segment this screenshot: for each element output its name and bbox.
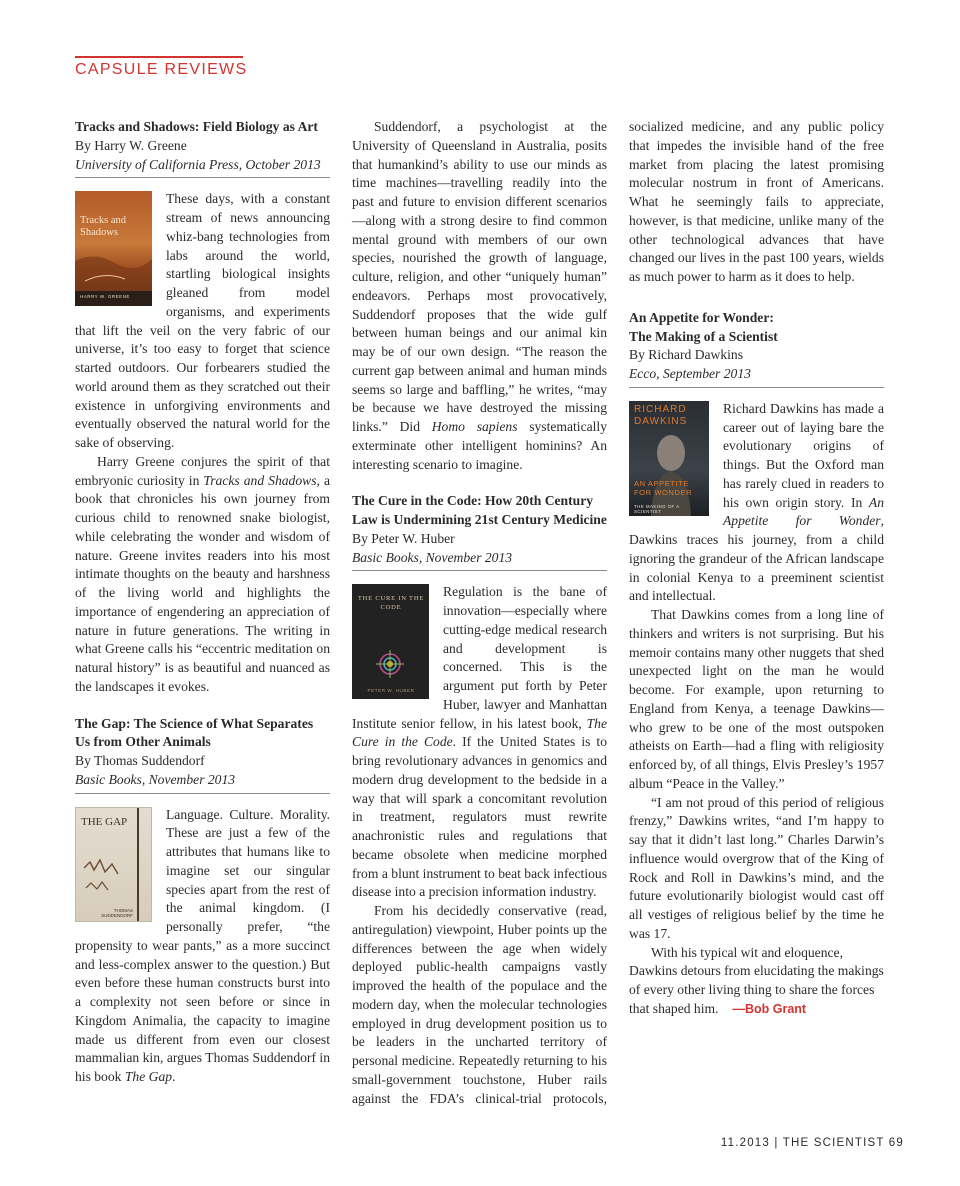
column-2	[352, 118, 607, 1108]
section-rule	[75, 56, 243, 58]
cover-subtitle: THE MAKING OF A SCIENTIST	[634, 503, 680, 514]
book-title: The Gap: The Science of What Separates Us from Other Animals	[75, 715, 314, 750]
book-author: By Peter W. Huber	[352, 530, 455, 546]
cover-title: Tracks and Shadows	[80, 215, 126, 239]
cover-title: AN APPETITE FOR WONDER	[634, 478, 693, 497]
reviewer-signature: —Bob Grant	[732, 1001, 807, 1016]
column-3-content	[629, 309, 884, 1019]
divider	[629, 387, 884, 388]
cover-title: THE GAP	[81, 815, 128, 828]
book-title: The Cure in the Code: How 20th Century Law is Undermining 21st Century Medicine	[352, 493, 607, 527]
cover-author-last: DAWKINS	[634, 415, 688, 427]
book-cover-tracks-and-shadows	[75, 191, 152, 306]
book-cover-the-gap	[75, 807, 152, 922]
book-publisher: Ecco, September 2013	[629, 366, 751, 381]
review-paragraph: That Dawkins comes from a long line of thinkers and writers is not surprising. But his memoir contains many other nuggets that shed unexpected light on the man he would become. For example, upon returning to England from Kenya, a teenage Dawkins—who grew to be one of the most outspoken atheists on Earth—had a fling with religiosity enforced by, of all things, Elvis Presley’s 1957 album “Peace in the Valley.”	[629, 607, 884, 791]
cover-author-first: RICHARD	[634, 403, 687, 415]
review-header-gap	[75, 715, 330, 790]
cover-author: THOMAS SUDDENDORF	[101, 907, 133, 918]
book-publisher: Basic Books, November 2013	[75, 771, 236, 787]
book-title-line1: An Appetite for Wonder:	[629, 309, 774, 325]
column-1	[75, 118, 330, 1087]
species-ref: Homo sapiens	[431, 419, 518, 434]
book-publisher: University of California Press, October 2013	[75, 156, 321, 172]
review-paragraph: “I am not proud of this period of religious frenzy,” Dawkins writes, “and I’m happy to say that it didn’t last long.” Charles Darwin’s influence would overgrow that of the King of Rock and Roll in Dawkins’s mind, and the future evolutionarily biologist would cast off all vestiges of religious belief by the time he was 17.	[629, 794, 884, 941]
review-paragraph: Regulation is the bane of innovation—especially where cutting-edge medical research and development is concerned. This is the argument put forth by Peter Huber, lawyer and Manhattan Institute senior fellow, in his latest book, The Cure in the Code. If the United States is to bring revolutionary advances in genomics and modern drug development to the bedside in a way that will spark a concomitant revolution in treatment, regulators must rewrite anachronistic rules and regulations that became obsolete when medicine morphed from a blunt instrument to beat back infectious disease into a precision information industry.	[352, 584, 607, 900]
book-cover-cure-in-the-code	[352, 584, 429, 699]
cover-author: PETER W. HUBER	[367, 688, 415, 694]
review-paragraph: Suddendorf, a psychologist at the University of Queensland in Australia, posits that humankind’s ability to use our minds as time machines—travelling readily into the past and future to envision different scenarios—along with a strong desire to find common mental ground with members of our own species, nourished the growth of language, culture, religion, and other “uniquely human” endeavors. Perhaps most provocatively, Suddendorf proposes that the wide gulf between human beings and our animal kin may be of our own design. “The reason the current gap between animal and human minds seems so large and baffling,” he writes, “may be because we have destroyed the missing links.” Did Homo sapiens systematically exterminate other intelligent hominins? An interesting scenario to imagine.	[352, 119, 607, 472]
cover-title: THE CURE IN THE CODE	[357, 595, 425, 612]
page-folio: 11.2013 | THE SCIENTIST 69	[720, 1137, 904, 1149]
book-author: By Thomas Suddendorf	[75, 753, 205, 768]
review-paragraph: Language. Culture. Morality. These are just a few of the attributes that humans like to imagine set our singular species apart from the rest of the animal kingdom. (I personally prefer, “the propensity to wear pants,” as a more succinct and less-complex answer to the question.) But even before these human constructs burst into a complexity not seen before or since in Kingdom Animalia, the capacity to imagine made us different from even our closest mammalian kin, argues Thomas Suddendorf in his book The Gap.	[75, 806, 330, 1084]
book-title: Tracks and Shadows: Field Biology as Art	[75, 119, 318, 134]
divider	[75, 177, 330, 178]
divider	[75, 793, 330, 794]
section-label: CAPSULE REVIEWS	[75, 61, 248, 78]
review-paragraph: Harry Greene conjures the spirit of that embryonic curiosity in Tracks and Shadows, a book that chronicles his own journey from curious child to renowned snake biologist, while celebrating the wonder and wisdom of nature. Greene invites readers into his most intimate thoughts on the beauty and harshness of the living world and highlights the importance of engendering an appreciation of nature in future generations. The writing in what Greene calls his “eccentric meditation on natural history” is as beautiful and nuanced as the landscapes it evokes.	[75, 453, 330, 694]
review-header-cure	[352, 492, 607, 567]
review-paragraph: These days, with a constant stream of news announcing whiz-bang technologies from labs around the world, startling biological insights gleaned from model organisms, and experiments that lift the veil on the very fabric of our universe, it’s too easy to forget that science started outdoors. Our forbearers studied the world around them as they scratched out their existence in unforgiving environments and eventually observed the natural world for the sake of observing.	[75, 191, 330, 450]
book-title-ref: An Appetite for Wonder	[723, 494, 884, 529]
review-header-appetite	[629, 309, 884, 384]
review-paragraph: Richard Dawkins has made a career out of laying bare the evolutionary origins of things. But the Oxford man has rarely clued in readers to his own origin story. In An Appetite for Wonder, Dawkins traces his journey, from a child ignoring the grandeur of the African landscape in colonial Kenya to a preeminent scientist and intellectual.	[629, 400, 884, 604]
book-title-ref: The Gap	[124, 1069, 173, 1084]
book-title-ref: Tracks and Shadows	[203, 472, 317, 488]
book-title-line2: The Making of a Scientist	[629, 328, 778, 344]
book-author: By Richard Dawkins	[629, 347, 744, 363]
book-cover-appetite-for-wonder	[629, 401, 709, 516]
cover-author: HARRY W. GREENE	[80, 294, 130, 300]
review-header-tracks	[75, 118, 330, 174]
review-paragraph: With his typical wit and eloquence, Dawkins detours from elucidating the makings of every other living thing to share the forces that shaped him. —Bob Grant	[629, 944, 884, 1016]
book-publisher: Basic Books, November 2013	[352, 549, 513, 565]
review-paragraph: From his decidedly conservative (read, antiregulation) viewpoint, Huber points up the differences between the age when widely deployed public-health campaigns vastly improved the health of the populace and the modern day, when the molecular technologies employed in drug development position us to be leaders in the uncharted territory of personal medicine. Repeatedly returning to his small-government touchstone, Huber rails against the FDA’s clinical-trial protocols,	[352, 903, 607, 1106]
divider	[352, 570, 607, 571]
review-paragraph-continued: socialized medicine, and any public policy that impedes the invisible hand of the free market from placing the latest promising molecular nostrum in front of Americans. What he seemingly fails to appreciate, however, is that medicine, unlike many of the other technological advances that have changed our lives in the past 100 years, wields as much power to harm as it does to help.	[629, 119, 884, 284]
book-author: By Harry W. Greene	[75, 137, 187, 153]
book-title-ref: The Cure in the Code	[352, 715, 607, 750]
